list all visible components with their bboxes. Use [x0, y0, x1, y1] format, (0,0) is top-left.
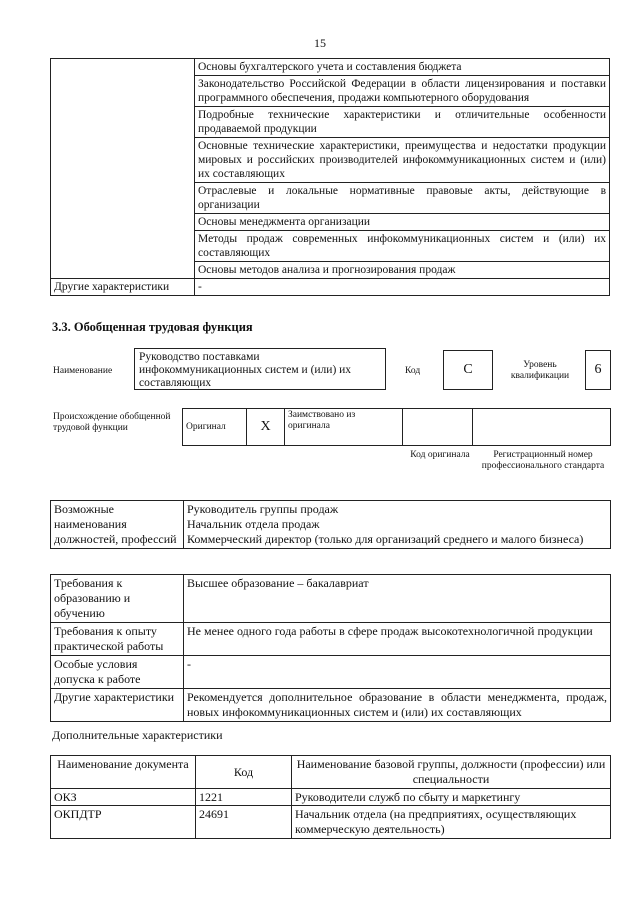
table-row: [51, 789, 611, 806]
page-number: 15: [314, 36, 326, 50]
knowledge-item: Основы методов анализа и прогнозирования продаж: [195, 262, 610, 279]
group-name-cell: Начальник отдела (на предприятиях, осуществляющих коммерческую деятельность): [292, 806, 611, 839]
knowledge-item: Методы продаж современных инфокоммуникационных систем и (или) их составляющих: [195, 231, 610, 262]
table-row: [51, 623, 611, 656]
original-mark: X: [247, 409, 285, 446]
knowledge-item: Основы бухгалтерского учета и составления бюджета: [195, 59, 610, 76]
requirement-value: -: [184, 656, 611, 689]
knowledge-item: Основные технические характеристики, преимущества и недостатки продукции мировых и российских производителей инфокоммуникационных систем и (или) их составляющих: [195, 138, 610, 183]
position-item: Коммерческий директор (только для организаций среднего и малого бизнеса): [187, 532, 584, 546]
knowledge-item: Законодательство Российской Федерации в области лицензирования и поставки программного обеспечения, продажи компьютерного оборудования: [195, 76, 610, 107]
table-row: [51, 689, 611, 722]
function-name-box: [134, 348, 386, 390]
doc-name-cell: ОКПДТР: [51, 806, 196, 839]
knowledge-table: [50, 58, 610, 296]
function-name-value: Руководство поставками инфокоммуникационных систем и (или) их составляющих: [139, 351, 352, 389]
header-group-name: Наименование базовой группы, должности (профессии) или специальности: [292, 756, 611, 789]
table-row: [51, 501, 611, 549]
requirement-label: Требования к опыту практической работы: [51, 623, 184, 656]
table-header-row: [51, 756, 611, 789]
table-row: [51, 279, 610, 296]
section-title: 3.3. Обобщенная трудовая функция: [52, 320, 253, 334]
positions-values: [184, 501, 611, 549]
requirements-table: [50, 574, 611, 722]
doc-name-cell: ОКЗ: [51, 789, 196, 806]
code-box: [443, 350, 493, 390]
code-cell: 24691: [196, 806, 292, 839]
table-row: [51, 59, 610, 76]
requirement-value: Рекомендуется дополнительное образование в области менеджмента, продаж, новых инфокоммуникационных систем и (или) их составляющих: [184, 689, 611, 722]
additional-title: Дополнительные характеристики: [52, 728, 223, 742]
requirement-label: Другие характеристики: [51, 689, 184, 722]
original-label: Оригинал: [183, 409, 247, 446]
position-item: Руководитель группы продаж: [187, 502, 339, 516]
knowledge-item: Подробные технические характеристики и отличительные особенности продаваемой продукции: [195, 107, 610, 138]
table-row: [51, 575, 611, 623]
origin-label: Происхождение обобщенной трудовой функции: [53, 412, 171, 433]
level-value: 6: [594, 362, 602, 377]
code-caption: Код оригинала: [410, 450, 470, 460]
header-code: Код: [196, 756, 292, 789]
code-value: C: [463, 362, 473, 377]
borrowed-label: Заимствовано из оригинала: [285, 409, 403, 446]
origin-table: [182, 408, 611, 446]
position-item: Начальник отдела продаж: [187, 517, 320, 531]
level-box: [585, 350, 611, 390]
positions-label: Возможные наименования должностей, профессий: [51, 501, 184, 549]
code-label: Код: [405, 366, 421, 376]
additional-table: [50, 755, 611, 839]
reg-caption: Регистрационный номер профессионального стандарта: [481, 450, 605, 471]
knowledge-item: Отраслевые и локальные нормативные правовые акты, действующие в организации: [195, 183, 610, 214]
header-doc-name: Наименование документа: [51, 756, 196, 789]
requirement-label: Требования к образованию и обучению: [51, 575, 184, 623]
positions-table: [50, 500, 611, 549]
name-label: Наименование: [53, 366, 113, 376]
level-label: Уровень квалификации: [510, 360, 570, 381]
knowledge-item: Основы менеджмента организации: [195, 214, 610, 231]
table-row: [51, 806, 611, 839]
requirement-label: Особые условия допуска к работе: [51, 656, 184, 689]
other-characteristics-label: Другие характеристики: [51, 279, 195, 296]
group-name-cell: Руководители служб по сбыту и маркетингу: [292, 789, 611, 806]
other-characteristics-value: -: [195, 279, 610, 296]
requirement-value: Не менее одного года работы в сфере продаж высокотехнологичной продукции: [184, 623, 611, 656]
original-code-cell: [403, 409, 473, 446]
empty-label-cell: [51, 59, 195, 279]
requirement-value: Высшее образование – бакалавриат: [184, 575, 611, 623]
code-cell: 1221: [196, 789, 292, 806]
reg-number-cell: [473, 409, 611, 446]
table-row: [51, 656, 611, 689]
